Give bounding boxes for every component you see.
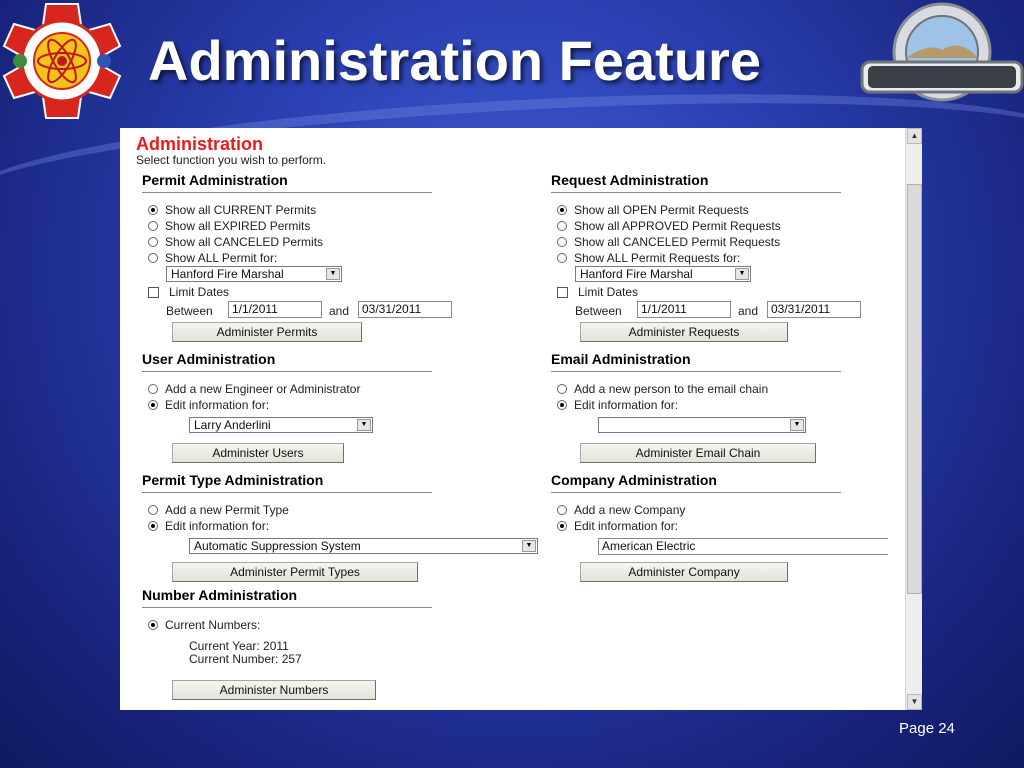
scrollbar-thumb[interactable] [907, 184, 922, 594]
scroll-down-icon[interactable]: ▼ [907, 694, 922, 710]
administer-company-button[interactable]: Administer Company [580, 562, 788, 582]
administer-permit-types-button[interactable]: Administer Permit Types [172, 562, 418, 582]
request-option-all-for[interactable]: Show ALL Permit Requests for: [557, 251, 740, 265]
current-number-text: Current Number: 257 [189, 652, 302, 666]
permit-date-to[interactable]: 03/31/2011 [358, 301, 452, 318]
permit-type-option-add[interactable]: Add a new Permit Type [148, 503, 289, 517]
user-select[interactable]: Larry Anderlini ▼ [189, 417, 373, 433]
slide-title: Administration Feature [148, 29, 761, 92]
permit-type-admin-section [142, 472, 434, 501]
admin-screenshot-panel [120, 128, 922, 710]
hanford-fire-logo [2, 2, 122, 120]
administer-email-chain-button[interactable]: Administer Email Chain [580, 443, 816, 463]
radio-button[interactable] [148, 237, 158, 247]
radio-button[interactable] [148, 221, 158, 231]
permit-admin-heading: Permit Administration [142, 172, 432, 193]
permit-option-all-for[interactable]: Show ALL Permit for: [148, 251, 277, 265]
limit-dates-checkbox[interactable] [557, 287, 568, 298]
request-limit-dates[interactable]: Limit Dates [557, 285, 638, 299]
permit-limit-dates[interactable]: Limit Dates [148, 285, 229, 299]
user-admin-section [142, 351, 434, 380]
radio-button[interactable] [557, 205, 567, 215]
chevron-down-icon: ▼ [735, 268, 749, 280]
permit-option-canceled[interactable]: Show all CANCELED Permits [148, 235, 323, 249]
permit-and-label: and [329, 304, 350, 318]
radio-button[interactable] [148, 620, 158, 630]
chevron-down-icon: ▼ [326, 268, 340, 280]
scroll-up-icon[interactable]: ▲ [907, 128, 922, 144]
chevron-down-icon: ▼ [790, 419, 804, 431]
radio-button[interactable] [148, 384, 158, 394]
request-admin-section [551, 172, 843, 201]
administer-numbers-button[interactable]: Administer Numbers [172, 680, 376, 700]
email-admin-heading: Email Administration [551, 351, 841, 372]
current-year-text: Current Year: 2011 [189, 639, 289, 653]
chevron-down-icon: ▼ [357, 419, 371, 431]
number-admin-heading: Number Administration [142, 587, 432, 608]
number-option-current[interactable]: Current Numbers: [148, 618, 260, 632]
radio-button[interactable] [557, 400, 567, 410]
request-between-label: Between [575, 304, 622, 318]
permit-between-label: Between [166, 304, 213, 318]
company-option-add[interactable]: Add a new Company [557, 503, 685, 517]
request-option-canceled[interactable]: Show all CANCELED Permit Requests [557, 235, 780, 249]
request-option-open[interactable]: Show all OPEN Permit Requests [557, 203, 749, 217]
company-option-edit[interactable]: Edit information for: [557, 519, 678, 533]
limit-dates-checkbox[interactable] [148, 287, 159, 298]
radio-button[interactable] [148, 505, 158, 515]
radio-button[interactable] [557, 505, 567, 515]
request-date-to[interactable]: 03/31/2011 [767, 301, 861, 318]
company-field[interactable]: American Electric [598, 538, 888, 555]
email-option-add[interactable]: Add a new person to the email chain [557, 382, 768, 396]
radio-button[interactable] [557, 384, 567, 394]
radio-button[interactable] [557, 253, 567, 263]
radio-button[interactable] [148, 253, 158, 263]
permit-owner-select[interactable]: Hanford Fire Marshal ▼ [166, 266, 342, 282]
number-admin-section [142, 587, 434, 616]
vertical-scrollbar[interactable] [905, 128, 922, 710]
page-number: Page 24 [899, 720, 955, 737]
permit-type-admin-heading: Permit Type Administration [142, 472, 432, 493]
email-admin-section [551, 351, 843, 380]
radio-button[interactable] [148, 205, 158, 215]
user-option-add[interactable]: Add a new Engineer or Administrator [148, 382, 360, 396]
request-and-label: and [738, 304, 759, 318]
radio-button[interactable] [557, 237, 567, 247]
company-admin-heading: Company Administration [551, 472, 841, 493]
administer-permits-button[interactable]: Administer Permits [172, 322, 362, 342]
request-owner-select[interactable]: Hanford Fire Marshal ▼ [575, 266, 751, 282]
request-admin-heading: Request Administration [551, 172, 841, 193]
user-option-edit[interactable]: Edit information for: [148, 398, 269, 412]
request-option-approved[interactable]: Show all APPROVED Permit Requests [557, 219, 781, 233]
admin-subtitle: Select function you wish to perform. [136, 153, 327, 167]
msa-logo [860, 2, 1024, 108]
radio-button[interactable] [148, 400, 158, 410]
radio-button[interactable] [557, 521, 567, 531]
permit-option-current[interactable]: Show all CURRENT Permits [148, 203, 316, 217]
email-select[interactable] [598, 417, 806, 433]
radio-button[interactable] [148, 521, 158, 531]
admin-title: Administration [136, 134, 264, 154]
chevron-down-icon: ▼ [522, 540, 536, 552]
permit-type-select[interactable]: Automatic Suppression System ▼ [189, 538, 538, 554]
administer-users-button[interactable]: Administer Users [172, 443, 344, 463]
permit-type-option-edit[interactable]: Edit information for: [148, 519, 269, 533]
permit-option-expired[interactable]: Show all EXPIRED Permits [148, 219, 310, 233]
radio-button[interactable] [557, 221, 567, 231]
administer-requests-button[interactable]: Administer Requests [580, 322, 788, 342]
user-admin-heading: User Administration [142, 351, 432, 372]
request-date-from[interactable]: 1/1/2011 [637, 301, 731, 318]
permit-date-from[interactable]: 1/1/2011 [228, 301, 322, 318]
email-option-edit[interactable]: Edit information for: [557, 398, 678, 412]
permit-admin-section [142, 172, 434, 201]
company-admin-section [551, 472, 843, 501]
